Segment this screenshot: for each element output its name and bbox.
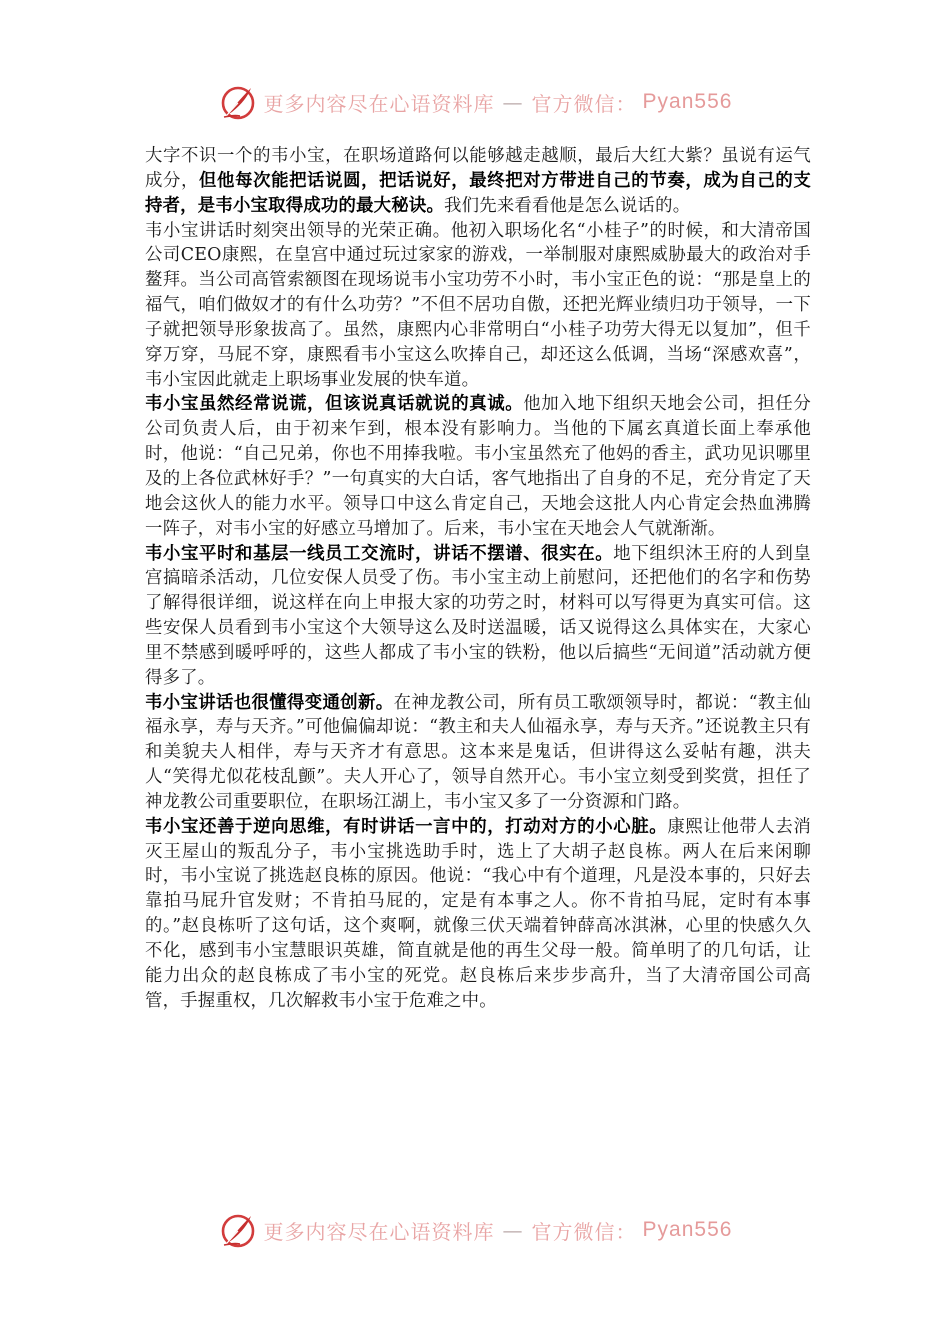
banner-wechat-id: Pyan556 [642, 90, 733, 113]
paragraph [145, 542, 811, 691]
text-segment: 他加入地下组织天地会公司，担任分公司负责人后，由于初来乍到，根本没有影响力。当他的下属玄真道长面上奉承他时，他说：“自己兄弟，你也不用捧我啦。韦小宝虽然充了他妈的香主，武功见识哪里及的上各位武林好手？”一句真实的大白话，客气地指出了自身的不足，充分肯定了天地会这伙人的能力水平。领导口中这么肯定自己，天地会这批人内心肯定会热血沸腾一阵子，对韦小宝的好感立马增加了。后来，韦小宝在天地会人气就渐渐。 [145, 394, 812, 539]
paragraph [145, 144, 811, 219]
paragraph [145, 691, 811, 815]
quill-logo-icon [218, 1210, 258, 1250]
text-segment: 我们先来看看他是怎么说话的。 [444, 195, 691, 216]
text-segment: 大字不识一个的韦小宝，在职场道路何以能够越走越顺，最后大红大紫？虽说有运气成分， [145, 146, 811, 191]
bold-text-segment: 韦小宝虽然经常说谎，但该说真话就说的真诚。 [145, 394, 524, 415]
bold-text-segment: 韦小宝讲话也很懂得变通创新。 [145, 692, 394, 713]
banner-text: 更多内容尽在心语资料库 [263, 91, 495, 116]
bold-text-segment: 但他每次能把话说圆，把话说好，最终把对方带进自己的节奏，成为自己的支持者，是韦小宝取得成功的最大秘诀。 [145, 170, 811, 216]
text-segment: 在神龙教公司，所有员工歌颂领导时，都说：“教主仙福永享，寿与天齐。”可他偏偏却说：“教主和夫人仙福永享，寿与天齐。”还说教主只有和美貌夫人相伴，寿与天齐才有意思。这本来是鬼话，但讲得这么妥帖有趣，洪夫人“笑得尤似花枝乱颤”。夫人开心了，领导自然开心。韦小宝立刻受到奖赏，担任了神龙教公司重要职位，在职场江湖上，韦小宝又多了一分资源和门路。 [145, 692, 811, 812]
text-segment: 康熙让他带人去消灭王屋山的叛乱分子，韦小宝挑选助手时，选上了大胡子赵良栋。两人在后来闲聊时，韦小宝说了挑选赵良栋的原因。他说：“我心中有个道理，凡是没本事的，只好去靠拍马屁升官发财；不肯拍马屁的，定是有本事之人。你不肯拍马屁，定时有本事的。”赵良栋听了这句话，这个爽啊，就像三伏天端着钟薛高冰淇淋，心里的快感久久不化，感到韦小宝慧眼识英雄，简直就是他的再生父母一般。简单明了的几句话，让能力出众的赵良栋成了韦小宝的死党。赵良栋后来步步高升，当了大清帝国公司高管，手握重权，几次解救韦小宝于危难之中。 [145, 816, 811, 1011]
bold-text-segment: 韦小宝平时和基层一线员工交流时，讲话不摆谱、很实在。 [145, 543, 614, 564]
bold-text-segment: 韦小宝还善于逆向思维，有时讲话一言中的，打动对方的小心脏。 [145, 816, 668, 837]
text-segment: 地下组织沐王府的人到皇宫搞暗杀活动，几位安保人员受了伤。韦小宝主动上前慰问，还把他们的名字和伤势了解得很详细，说这样在向上申报大家的功劳之时，材料可以写得更为真实可信。这些安保人员看到韦小宝这个大领导这么及时送温暖，话又说得这么具体实在，大家心里不禁感到暖呼呼的，这些人都成了韦小宝的铁粉，他以后搞些“无间道”活动就方便得多了。 [145, 543, 812, 688]
banner-separator: — [502, 90, 524, 114]
paragraph [145, 815, 811, 1014]
paragraph [145, 219, 811, 393]
banner-wechat-label: 官方微信： [531, 1219, 637, 1244]
banner-text: 更多内容尽在心语资料库 [263, 1219, 495, 1244]
header-banner [0, 80, 950, 124]
banner-separator: — [502, 1218, 524, 1242]
banner-inner [218, 1210, 733, 1250]
banner-wechat-id: Pyan556 [642, 1218, 733, 1241]
banner-inner [218, 82, 733, 122]
footer-banner [0, 1208, 950, 1252]
document-body [145, 144, 811, 1014]
paragraph [145, 392, 811, 541]
quill-logo-icon [218, 82, 258, 122]
text-segment: 韦小宝讲话时刻突出领导的光荣正确。他初入职场化名“小桂子”的时候，和大清帝国公司CEO康熙，在皇宫中通过玩过家家的游戏，一举制服对康熙威胁最大的政治对手鳌拜。当公司高管索额图在现场说韦小宝功劳不小时，韦小宝正色的说：“那是皇上的福气，咱们做奴才的有什么功劳？”不但不居功自傲，还把光辉业绩归功于领导，一下子就把领导形象拔高了。虽然，康熙内心非常明白“小桂子功劳大得无以复加”，但千穿万穿，马屁不穿，康熙看韦小宝这么吹捧自己，却还这么低调，当场“深感欢喜”，韦小宝因此就走上职场事业发展的快车道。 [145, 220, 811, 390]
banner-wechat-label: 官方微信： [531, 91, 637, 116]
